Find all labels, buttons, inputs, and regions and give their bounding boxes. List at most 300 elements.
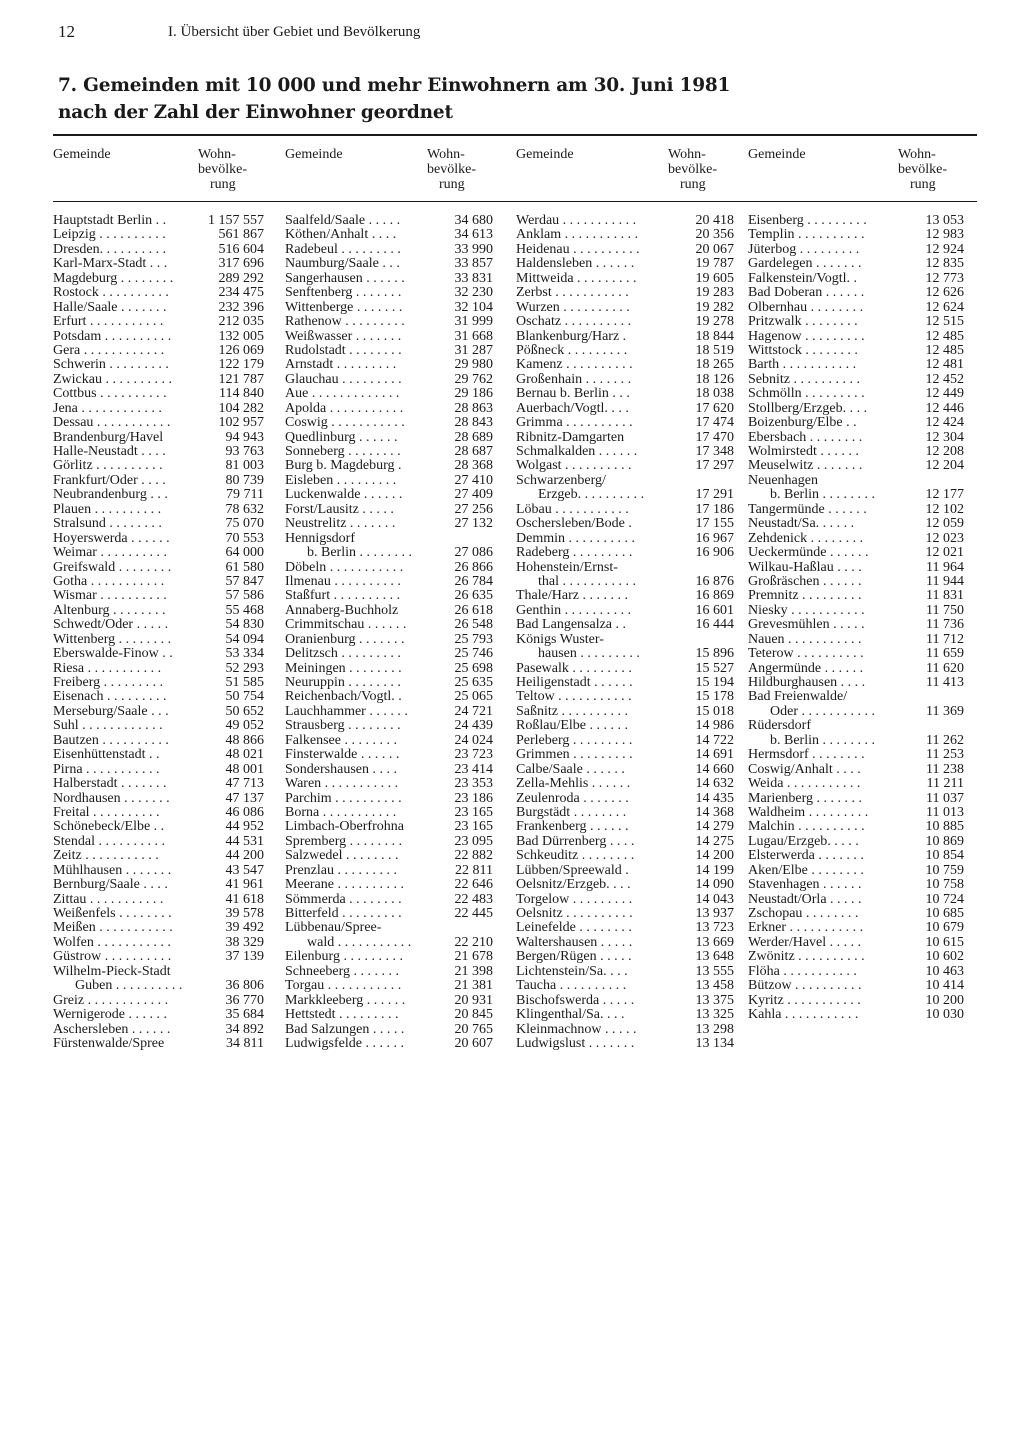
population-value: 10 869 bbox=[925, 833, 964, 849]
table-row bbox=[516, 936, 736, 950]
table-row bbox=[285, 589, 495, 603]
municipality-name: Teltow . . . . . . . . . . . bbox=[516, 690, 632, 705]
municipality-name: Weißwasser . . . . . . . bbox=[285, 329, 402, 344]
population-value: 16 906 bbox=[695, 545, 734, 561]
table-row bbox=[516, 243, 736, 257]
table-row bbox=[53, 676, 266, 690]
table-row bbox=[748, 257, 966, 271]
population-value: 25 698 bbox=[454, 660, 493, 676]
population-value: 17 291 bbox=[695, 487, 734, 503]
municipality-name: Aschersleben . . . . . . bbox=[53, 1022, 171, 1037]
table-row bbox=[285, 849, 495, 863]
table-row bbox=[53, 517, 266, 531]
population-value: 14 200 bbox=[695, 848, 734, 864]
municipality-name: wald . . . . . . . . . . . bbox=[307, 935, 412, 950]
municipality-name: Zeulenroda . . . . . . . bbox=[516, 791, 629, 806]
municipality-name: Fürstenwalde/Spree bbox=[53, 1036, 165, 1051]
municipality-name: Teterow . . . . . . . . . . bbox=[748, 647, 864, 662]
table-row bbox=[53, 849, 266, 863]
municipality-name: Finsterwalde . . . . . . bbox=[285, 748, 400, 763]
municipality-name: Bernburg/Saale . . . . bbox=[53, 878, 168, 893]
table-row bbox=[285, 330, 495, 344]
table-row bbox=[285, 517, 495, 531]
municipality-name: Delitzsch . . . . . . . . . bbox=[285, 647, 401, 662]
population-value: 14 435 bbox=[695, 790, 734, 806]
population-value: 23 095 bbox=[454, 833, 493, 849]
table-row bbox=[285, 1023, 495, 1037]
municipality-name: Zschopau . . . . . . . . bbox=[748, 907, 859, 921]
municipality-name: Oelsnitz . . . . . . . . . . bbox=[516, 907, 633, 921]
population-value: 34 811 bbox=[226, 1035, 264, 1051]
municipality-name: Waren . . . . . . . . . . . bbox=[285, 777, 399, 792]
municipality-name: thal . . . . . . . . . . . bbox=[538, 574, 636, 589]
population-value: 21 398 bbox=[454, 963, 493, 979]
municipality-name: Oelsnitz/Erzgeb. . . . bbox=[516, 878, 631, 893]
municipality-name: Frankenberg . . . . . . bbox=[516, 820, 629, 835]
table-row bbox=[516, 387, 736, 401]
municipality-name: Guben . . . . . . . . . . bbox=[75, 979, 183, 994]
table-row bbox=[748, 589, 966, 603]
population-value: 104 282 bbox=[218, 400, 264, 416]
table-row bbox=[516, 344, 736, 358]
table-row bbox=[516, 647, 736, 661]
population-value: 12 023 bbox=[925, 530, 964, 546]
municipality-name: Altenburg . . . . . . . . bbox=[53, 603, 166, 618]
table-row bbox=[516, 286, 736, 300]
population-value: 34 680 bbox=[454, 213, 493, 228]
population-value: 20 356 bbox=[695, 227, 734, 243]
municipality-name: Wolgast . . . . . . . . . . bbox=[516, 459, 632, 474]
population-value: 12 924 bbox=[925, 241, 964, 257]
municipality-name: Genthin . . . . . . . . . . bbox=[516, 603, 632, 618]
municipality-name: Zehdenick . . . . . . . . bbox=[748, 531, 864, 546]
municipality-name: b. Berlin . . . . . . . . bbox=[307, 546, 412, 561]
municipality-name: Görlitz . . . . . . . . . . bbox=[53, 459, 163, 474]
population-value: 22 210 bbox=[454, 934, 493, 950]
population-value: 14 368 bbox=[695, 804, 734, 820]
table-row bbox=[285, 532, 495, 546]
population-value: 12 624 bbox=[925, 299, 964, 315]
population-value: 27 410 bbox=[454, 472, 493, 488]
municipality-name: Mühlhausen . . . . . . . bbox=[53, 863, 172, 878]
population-value: 21 678 bbox=[454, 949, 493, 965]
table-row bbox=[748, 792, 966, 806]
municipality-name: Falkenstein/Vogtl. . bbox=[748, 271, 858, 286]
municipality-name: Kahla . . . . . . . . . . . bbox=[748, 1008, 859, 1023]
population-value: 19 282 bbox=[695, 299, 734, 315]
municipality-name: Falkensee . . . . . . . . bbox=[285, 733, 397, 748]
table-row bbox=[516, 1008, 736, 1022]
population-value: 17 474 bbox=[695, 415, 734, 431]
table-row bbox=[285, 618, 495, 632]
population-value: 17 348 bbox=[695, 444, 734, 459]
population-value: 44 531 bbox=[225, 833, 264, 849]
population-value: 14 722 bbox=[695, 732, 734, 748]
municipality-name: Tangermünde . . . . . . bbox=[748, 502, 867, 517]
municipality-name: Schwarzenberg/ bbox=[516, 473, 606, 488]
population-value: 19 278 bbox=[695, 314, 734, 330]
population-value: 561 867 bbox=[218, 227, 264, 243]
municipality-name: Jüterbog . . . . . . . . . bbox=[748, 242, 860, 257]
municipality-name: Pritzwalk . . . . . . . . bbox=[748, 315, 858, 330]
table-row bbox=[285, 575, 495, 589]
municipality-name: Leipzig . . . . . . . . . . bbox=[53, 228, 166, 243]
municipality-name: Eisenach . . . . . . . . . bbox=[53, 690, 167, 705]
population-value: 516 604 bbox=[218, 241, 264, 257]
municipality-name: Gardelegen . . . . . . . bbox=[748, 257, 862, 272]
table-row bbox=[53, 820, 266, 834]
municipality-name: Stollberg/Erzgeb. . . . bbox=[748, 401, 868, 416]
table-row bbox=[53, 777, 266, 791]
municipality-name: Aken/Elbe . . . . . . . . bbox=[748, 863, 864, 878]
population-value: 32 104 bbox=[454, 299, 493, 315]
table-rows bbox=[748, 214, 966, 1023]
population-value: 17 620 bbox=[695, 400, 734, 416]
table-row bbox=[516, 1037, 736, 1051]
population-value: 27 132 bbox=[454, 516, 493, 532]
table-row bbox=[285, 546, 495, 560]
municipality-name: Oranienburg . . . . . . . bbox=[285, 632, 405, 647]
table-row bbox=[516, 1023, 736, 1037]
municipality-name: Weida . . . . . . . . . . . bbox=[748, 777, 861, 792]
table-row bbox=[516, 532, 736, 546]
municipality-name: Eberswalde-Finow . . bbox=[53, 647, 173, 662]
table-row bbox=[53, 835, 266, 849]
municipality-name: Dresden. . . . . . . . . . bbox=[53, 242, 167, 257]
population-value: 48 021 bbox=[225, 747, 264, 763]
population-value: 11 037 bbox=[926, 790, 964, 806]
table-row bbox=[748, 416, 966, 430]
population-value: 10 679 bbox=[925, 920, 964, 936]
population-value: 18 265 bbox=[695, 357, 734, 373]
table-row bbox=[285, 864, 495, 878]
table-row bbox=[516, 979, 736, 993]
table-row bbox=[285, 1008, 495, 1022]
municipality-name: Angermünde . . . . . . bbox=[748, 661, 864, 676]
municipality-name: Schneeberg . . . . . . . bbox=[285, 964, 400, 979]
population-value: 38 329 bbox=[225, 934, 264, 950]
municipality-name: Salzwedel . . . . . . . . bbox=[285, 849, 399, 864]
population-value: 53 334 bbox=[225, 646, 264, 662]
table-row bbox=[516, 835, 736, 849]
table-row bbox=[748, 330, 966, 344]
table-column-1 bbox=[53, 145, 266, 1065]
population-value: 13 555 bbox=[695, 963, 734, 979]
municipality-name: Rathenow . . . . . . . . . bbox=[285, 315, 405, 330]
top-rule bbox=[53, 134, 977, 136]
population-value: 19 283 bbox=[695, 285, 734, 301]
population-value: 24 024 bbox=[454, 732, 493, 748]
table-row bbox=[516, 907, 736, 921]
municipality-name: Weimar . . . . . . . . . . bbox=[53, 546, 167, 561]
municipality-name: Demmin . . . . . . . . . . bbox=[516, 531, 635, 546]
population-value: 61 580 bbox=[225, 559, 264, 575]
table-row bbox=[748, 994, 966, 1008]
municipality-name: Parchim . . . . . . . . . . bbox=[285, 791, 402, 806]
municipality-name: Heidenau . . . . . . . . . . bbox=[516, 242, 640, 257]
population-value: 47 713 bbox=[225, 776, 264, 792]
table-row bbox=[285, 402, 495, 416]
municipality-name: Kyritz . . . . . . . . . . . bbox=[748, 993, 861, 1008]
population-value: 12 177 bbox=[925, 487, 964, 503]
municipality-name: Zwickau . . . . . . . . . . bbox=[53, 372, 172, 387]
population-value: 234 475 bbox=[218, 285, 264, 301]
municipality-name: Sondershausen . . . . bbox=[285, 762, 397, 777]
municipality-name: Hennigsdorf bbox=[285, 531, 355, 546]
municipality-name: Meißen . . . . . . . . . . . bbox=[53, 921, 173, 936]
table-row bbox=[516, 214, 736, 228]
table-row bbox=[53, 907, 266, 921]
municipality-name: Markkleeberg . . . . . . bbox=[285, 993, 406, 1008]
municipality-name: Flöha . . . . . . . . . . . bbox=[748, 964, 857, 979]
table-row bbox=[516, 633, 736, 647]
population-value: 14 199 bbox=[695, 862, 734, 878]
table-row bbox=[748, 286, 966, 300]
table-row bbox=[285, 965, 495, 979]
population-value: 14 660 bbox=[695, 761, 734, 777]
municipality-name: Mittweida . . . . . . . . . bbox=[516, 271, 637, 286]
population-value: 10 463 bbox=[925, 963, 964, 979]
population-value: 25 746 bbox=[454, 646, 493, 662]
municipality-name: Halle/Saale . . . . . . . bbox=[53, 300, 167, 315]
page-number: 12 bbox=[58, 22, 75, 41]
municipality-name: Schwedt/Oder . . . . . bbox=[53, 618, 169, 633]
table-row bbox=[285, 893, 495, 907]
table-row bbox=[516, 402, 736, 416]
municipality-name: Greiz . . . . . . . . . . . . bbox=[53, 993, 169, 1008]
table-row bbox=[285, 286, 495, 300]
table-row bbox=[285, 921, 495, 935]
population-value: 57 586 bbox=[225, 588, 264, 604]
table-rows bbox=[53, 214, 266, 1051]
municipality-name: Köthen/Anhalt . . . . bbox=[285, 228, 397, 243]
municipality-name: Hildburghausen . . . . bbox=[748, 676, 866, 690]
table-row bbox=[516, 604, 736, 618]
municipality-name: Halle-Neustadt . . . . bbox=[53, 445, 166, 459]
municipality-name: Thale/Harz . . . . . . . bbox=[516, 589, 628, 604]
table-row bbox=[516, 777, 736, 791]
population-value: 10 602 bbox=[925, 949, 964, 965]
population-value: 11 253 bbox=[926, 747, 964, 763]
municipality-name: Oder . . . . . . . . . . . bbox=[770, 704, 875, 719]
table-row bbox=[53, 344, 266, 358]
population-value: 289 292 bbox=[218, 270, 264, 286]
table-row bbox=[748, 734, 966, 748]
population-value: 21 381 bbox=[454, 978, 493, 994]
municipality-name: Güstrow . . . . . . . . . . bbox=[53, 950, 172, 965]
population-value: 70 553 bbox=[225, 530, 264, 546]
population-value: 36 770 bbox=[225, 992, 264, 1008]
population-value: 32 230 bbox=[454, 285, 493, 301]
table-row bbox=[285, 503, 495, 517]
population-value: 10 854 bbox=[925, 848, 964, 864]
population-value: 12 773 bbox=[925, 270, 964, 286]
population-value: 14 279 bbox=[695, 819, 734, 835]
municipality-name: Premnitz . . . . . . . . . bbox=[748, 589, 862, 604]
municipality-name: Werdau . . . . . . . . . . . bbox=[516, 214, 637, 228]
table-row bbox=[516, 330, 736, 344]
municipality-name: Waltershausen . . . . . bbox=[516, 935, 633, 950]
table-row bbox=[53, 488, 266, 502]
population-value: 80 739 bbox=[225, 472, 264, 488]
municipality-name: Nordhausen . . . . . . . bbox=[53, 791, 170, 806]
population-value: 14 275 bbox=[695, 833, 734, 849]
table-row bbox=[516, 459, 736, 473]
population-value: 126 069 bbox=[218, 342, 264, 358]
municipality-name: Eisenhüttenstadt . . bbox=[53, 748, 160, 763]
population-value: 23 723 bbox=[454, 747, 493, 763]
municipality-name: Zeitz . . . . . . . . . . . bbox=[53, 849, 159, 864]
municipality-name: Torgelow . . . . . . . . . bbox=[516, 892, 633, 907]
table-row bbox=[53, 575, 266, 589]
municipality-name: b. Berlin . . . . . . . . bbox=[770, 488, 875, 503]
table-column-4 bbox=[748, 145, 966, 1065]
population-value: 27 409 bbox=[454, 487, 493, 503]
population-value: 31 999 bbox=[454, 314, 493, 330]
table-row bbox=[53, 936, 266, 950]
table-row bbox=[285, 690, 495, 704]
table-row bbox=[285, 1037, 495, 1051]
table-row bbox=[53, 243, 266, 257]
municipality-name: Neustadt/Orla . . . . . bbox=[748, 892, 862, 907]
population-value: 75 070 bbox=[225, 516, 264, 532]
table-row bbox=[516, 546, 736, 560]
table-row bbox=[748, 402, 966, 416]
population-value: 23 186 bbox=[454, 790, 493, 806]
population-value: 11 831 bbox=[926, 588, 964, 604]
municipality-name: Brandenburg/Havel bbox=[53, 430, 164, 445]
population-value: 23 353 bbox=[454, 776, 493, 792]
municipality-name: Bad Salzungen . . . . . bbox=[285, 1022, 405, 1037]
population-value: 12 485 bbox=[925, 342, 964, 358]
municipality-name: Blankenburg/Harz . bbox=[516, 329, 627, 344]
table-row bbox=[516, 763, 736, 777]
table-row bbox=[516, 676, 736, 690]
municipality-name: Pirna . . . . . . . . . . . bbox=[53, 762, 160, 777]
population-value: 12 208 bbox=[925, 444, 964, 459]
municipality-name: Eilenburg . . . . . . . . . bbox=[285, 950, 403, 965]
table-row bbox=[285, 777, 495, 791]
municipality-name: Senftenberg . . . . . . . bbox=[285, 286, 402, 301]
population-value: 41 961 bbox=[225, 877, 264, 893]
municipality-name: Löbau . . . . . . . . . . . bbox=[516, 502, 629, 517]
municipality-name: Kleinmachnow . . . . . bbox=[516, 1022, 637, 1037]
municipality-name: Döbeln . . . . . . . . . . . bbox=[285, 560, 404, 575]
population-value: 28 368 bbox=[454, 458, 493, 474]
population-value: 11 413 bbox=[926, 675, 964, 690]
population-value: 16 444 bbox=[695, 617, 734, 633]
municipality-name: Halberstadt . . . . . . . bbox=[53, 777, 167, 792]
municipality-name: Wilhelm-Pieck-Stadt bbox=[53, 964, 171, 979]
population-value: 93 763 bbox=[225, 444, 264, 459]
table-row bbox=[285, 387, 495, 401]
population-value: 19 605 bbox=[695, 270, 734, 286]
table-row bbox=[285, 792, 495, 806]
table-row bbox=[748, 849, 966, 863]
table-row bbox=[748, 864, 966, 878]
table-row bbox=[285, 416, 495, 430]
population-value: 31 668 bbox=[454, 328, 493, 344]
municipality-name: Suhl . . . . . . . . . . . . bbox=[53, 719, 163, 734]
population-value: 212 035 bbox=[218, 314, 264, 330]
municipality-name: Wernigerode . . . . . . bbox=[53, 1008, 167, 1023]
population-value: 11 659 bbox=[926, 646, 964, 662]
municipality-name: Hoyerswerda . . . . . . bbox=[53, 531, 170, 546]
municipality-name: Großenhain . . . . . . . bbox=[516, 372, 632, 387]
municipality-name: Zittau . . . . . . . . . . . bbox=[53, 892, 164, 907]
table-row bbox=[516, 719, 736, 733]
municipality-name: Grevesmühlen . . . . . bbox=[748, 618, 865, 633]
table-row bbox=[516, 474, 736, 488]
municipality-name: Sangerhausen . . . . . . bbox=[285, 271, 405, 286]
municipality-name: Boizenburg/Elbe . . bbox=[748, 416, 857, 431]
table-row bbox=[516, 690, 736, 704]
table-row bbox=[285, 979, 495, 993]
municipality-name: Schwerin . . . . . . . . . bbox=[53, 358, 169, 373]
municipality-name: Borna . . . . . . . . . . . bbox=[285, 805, 397, 820]
table-row bbox=[748, 243, 966, 257]
table-row bbox=[285, 257, 495, 271]
table-row bbox=[53, 662, 266, 676]
table-row bbox=[516, 257, 736, 271]
municipality-name: Schmölln . . . . . . . . . bbox=[748, 387, 865, 402]
table-row bbox=[748, 387, 966, 401]
table-row bbox=[285, 763, 495, 777]
table-row bbox=[748, 921, 966, 935]
table-row bbox=[748, 503, 966, 517]
population-value: 24 439 bbox=[454, 718, 493, 734]
municipality-name: b. Berlin . . . . . . . . bbox=[770, 733, 875, 748]
column-header-population: Wohn- bevölke- rung bbox=[198, 147, 247, 192]
population-value: 12 449 bbox=[925, 386, 964, 402]
table-row bbox=[516, 431, 736, 445]
population-value: 12 835 bbox=[925, 256, 964, 272]
municipality-name: Sonneberg . . . . . . . . bbox=[285, 445, 401, 459]
table-row bbox=[53, 763, 266, 777]
population-value: 48 001 bbox=[225, 761, 264, 777]
table-row bbox=[53, 301, 266, 315]
population-value: 25 635 bbox=[454, 675, 493, 690]
municipality-name: Heiligenstadt . . . . . . bbox=[516, 676, 633, 690]
table-row bbox=[53, 272, 266, 286]
municipality-name: hausen . . . . . . . . . bbox=[538, 647, 640, 662]
population-value: 11 369 bbox=[926, 703, 964, 719]
municipality-name: Stralsund . . . . . . . . bbox=[53, 517, 162, 532]
population-value: 46 086 bbox=[225, 804, 264, 820]
population-value: 22 811 bbox=[455, 862, 493, 878]
table-row bbox=[53, 921, 266, 935]
population-value: 20 931 bbox=[454, 992, 493, 1008]
table-row bbox=[53, 950, 266, 964]
table-row bbox=[748, 272, 966, 286]
municipality-name: Rudolstadt . . . . . . . . bbox=[285, 343, 402, 358]
municipality-name: Schkeuditz . . . . . . . . bbox=[516, 849, 635, 864]
population-value: 27 086 bbox=[454, 545, 493, 561]
table-row bbox=[748, 488, 966, 502]
population-value: 47 137 bbox=[225, 790, 264, 806]
municipality-name: Luckenwalde . . . . . . bbox=[285, 488, 403, 503]
population-value: 13 458 bbox=[695, 978, 734, 994]
table-title bbox=[58, 72, 758, 126]
municipality-name: Torgau . . . . . . . . . . . bbox=[285, 979, 402, 994]
municipality-name: Gera . . . . . . . . . . . . bbox=[53, 343, 165, 358]
population-value: 50 652 bbox=[225, 703, 264, 719]
population-value: 55 468 bbox=[225, 602, 264, 618]
population-value: 22 483 bbox=[454, 891, 493, 907]
municipality-name: Neubrandenburg . . . bbox=[53, 488, 168, 503]
population-value: 20 067 bbox=[695, 241, 734, 257]
municipality-name: Bad Langensalza . . bbox=[516, 618, 627, 633]
